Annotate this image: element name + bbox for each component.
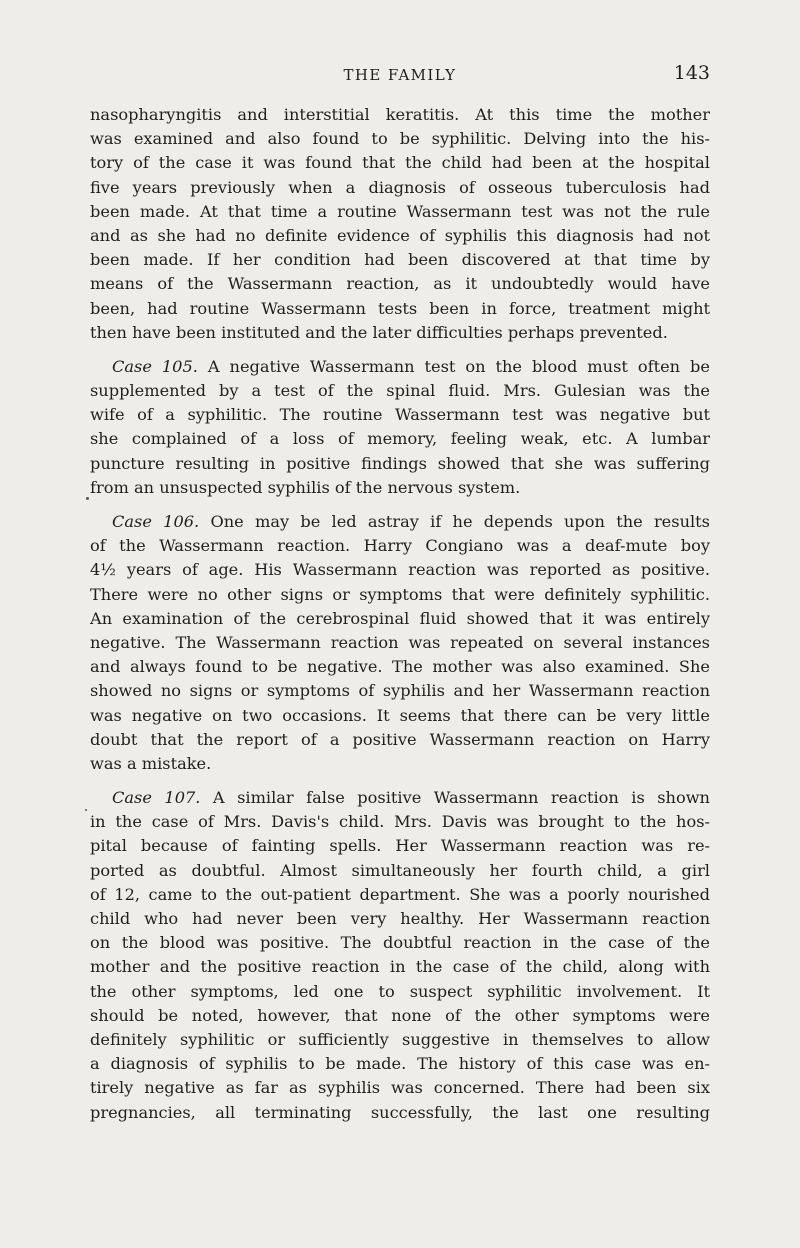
line-text: of the Wassermann reaction. Harry Congiano was a deaf-mute boy [90,536,710,556]
line-text: child who had never been very healthy. Her Wassermann reaction [90,909,710,928]
text-line [90,427,710,451]
line-text: and always found to be negative. The mother was also examined. She [90,657,710,677]
stray-mark [85,809,87,811]
text-line [90,510,710,534]
text-line [90,834,710,858]
line-text: pregnancies, all terminating successfully, the last one resulting [90,1102,710,1122]
line-text: An examination of the cerebrospinal fluid showed that it was entirely [90,608,710,628]
text-line [90,1052,710,1076]
line-text: wife of a syphilitic. The routine Wassermann test was negative but [90,405,710,425]
line-text: showed no signs or symptoms of syphilis and her Wassermann reaction [90,681,710,701]
line-text: tirely negative as far as syphilis was concerned. There had been six [90,1078,710,1098]
paragraph [90,510,710,776]
text-line [90,728,710,752]
line-text: negative. The Wassermann reaction was repeated on several instances [90,632,710,652]
text-line [90,452,710,476]
line-text: There were no other signs or symptoms that were definitely syphilitic. [90,584,710,604]
text-line [90,127,710,151]
text-line [90,379,710,403]
text-line [90,1101,710,1125]
paragraph [90,103,710,345]
line-text: was negative on two occasions. It seems that there can be very little [90,705,710,725]
line-text: pital because of fainting spells. Her Wassermann reaction was re- [90,836,710,856]
text-line [90,476,710,500]
line-text: A negative Wassermann test on the blood must often be [207,356,710,376]
running-title: THE FAMILY [343,66,457,84]
text-line [90,1028,710,1052]
line-text: was examined and also found to be syphilitic. Delving into the his- [90,129,710,149]
text-line [90,224,710,248]
text-line [90,103,710,127]
line-text: on the blood was positive. The doubtful reaction in the case of the [90,933,710,953]
line-text: of 12, came to the out-patient department. She was a poorly nourished [90,884,710,904]
text-line [90,200,710,224]
text-line [90,297,710,321]
text-line [90,355,710,379]
line-text: was a mistake. [90,753,212,773]
line-text: puncture resulting in positive findings showed that she was suffering [90,453,710,473]
case-label: Case 107. [112,788,201,808]
line-text: then have been instituted and the later difficulties perhaps prevented. [90,322,668,342]
line-text: from an unsuspected syphilis of the nervous system. [90,477,521,497]
text-line [90,655,710,679]
text-line [90,583,710,607]
line-text: One may be led astray if he depends upon the results [210,512,710,531]
page-header [90,62,710,88]
text-line [90,810,710,834]
text-line [90,752,710,776]
line-text: mother and the positive reaction in the case of the child, along with [90,957,710,977]
line-text: 4½ years of age. His Wassermann reaction was reported as positive. [90,560,710,580]
line-text: been made. At that time a routine Wassermann test was not the rule [90,201,710,221]
stray-mark [86,497,89,500]
line-text: tory of the case it was found that the child had been at the hospital [90,153,710,173]
page-number: 143 [673,62,710,84]
text-line [90,558,710,582]
text-line [90,607,710,631]
text-line [90,272,710,296]
text-line [90,631,710,655]
text-line [90,883,710,907]
line-text: supplemented by a test of the spinal fluid. Mrs. Gulesian was the [90,381,710,401]
text-line [90,859,710,883]
case-label: Case 106. [112,512,200,531]
line-text: and as she had no definite evidence of syphilis this diagnosis had not [90,225,710,245]
paragraph [90,355,710,500]
line-text: been, had routine Wassermann tests been in force, treatment might [90,298,710,318]
case-label: Case 105. [112,356,198,376]
line-text: in the case of Mrs. Davis's child. Mrs. Davis was brought to the hos- [90,812,710,832]
line-text: should be noted, however, that none of the other symptoms were [90,1005,710,1025]
line-text: doubt that the report of a positive Wassermann reaction on Harry [90,729,710,749]
line-text: definitely syphilitic or sufficiently suggestive in themselves to allow [90,1029,710,1049]
text-line [90,534,710,558]
line-text: A similar false positive Wassermann reaction is shown [212,788,710,808]
text-line [90,907,710,931]
line-text: been made. If her condition had been discovered at that time by [90,250,710,270]
body-text [90,103,710,1135]
line-text: the other symptoms, led one to suspect syphilitic involvement. It [90,981,710,1001]
text-line [90,704,710,728]
line-text: five years previously when a diagnosis of osseous tuberculosis had [90,177,710,197]
text-line [90,151,710,175]
line-text: ported as doubtful. Almost simultaneously her fourth child, a girl [90,860,710,880]
line-text: means of the Wassermann reaction, as it undoubtedly would have [90,274,710,294]
text-line [90,679,710,703]
line-text: a diagnosis of syphilis to be made. The history of this case was en- [90,1054,710,1074]
line-text: nasopharyngitis and interstitial keratitis. At this time the mother [90,105,710,124]
text-line [90,931,710,955]
text-line [90,955,710,979]
text-line [90,248,710,272]
line-text: she complained of a loss of memory, feeling weak, etc. A lumbar [90,429,710,449]
text-line [90,786,710,810]
paragraph [90,786,710,1125]
text-line [90,321,710,345]
text-line [90,1076,710,1100]
text-line [90,403,710,427]
text-line [90,176,710,200]
text-line [90,1004,710,1028]
text-line [90,980,710,1004]
